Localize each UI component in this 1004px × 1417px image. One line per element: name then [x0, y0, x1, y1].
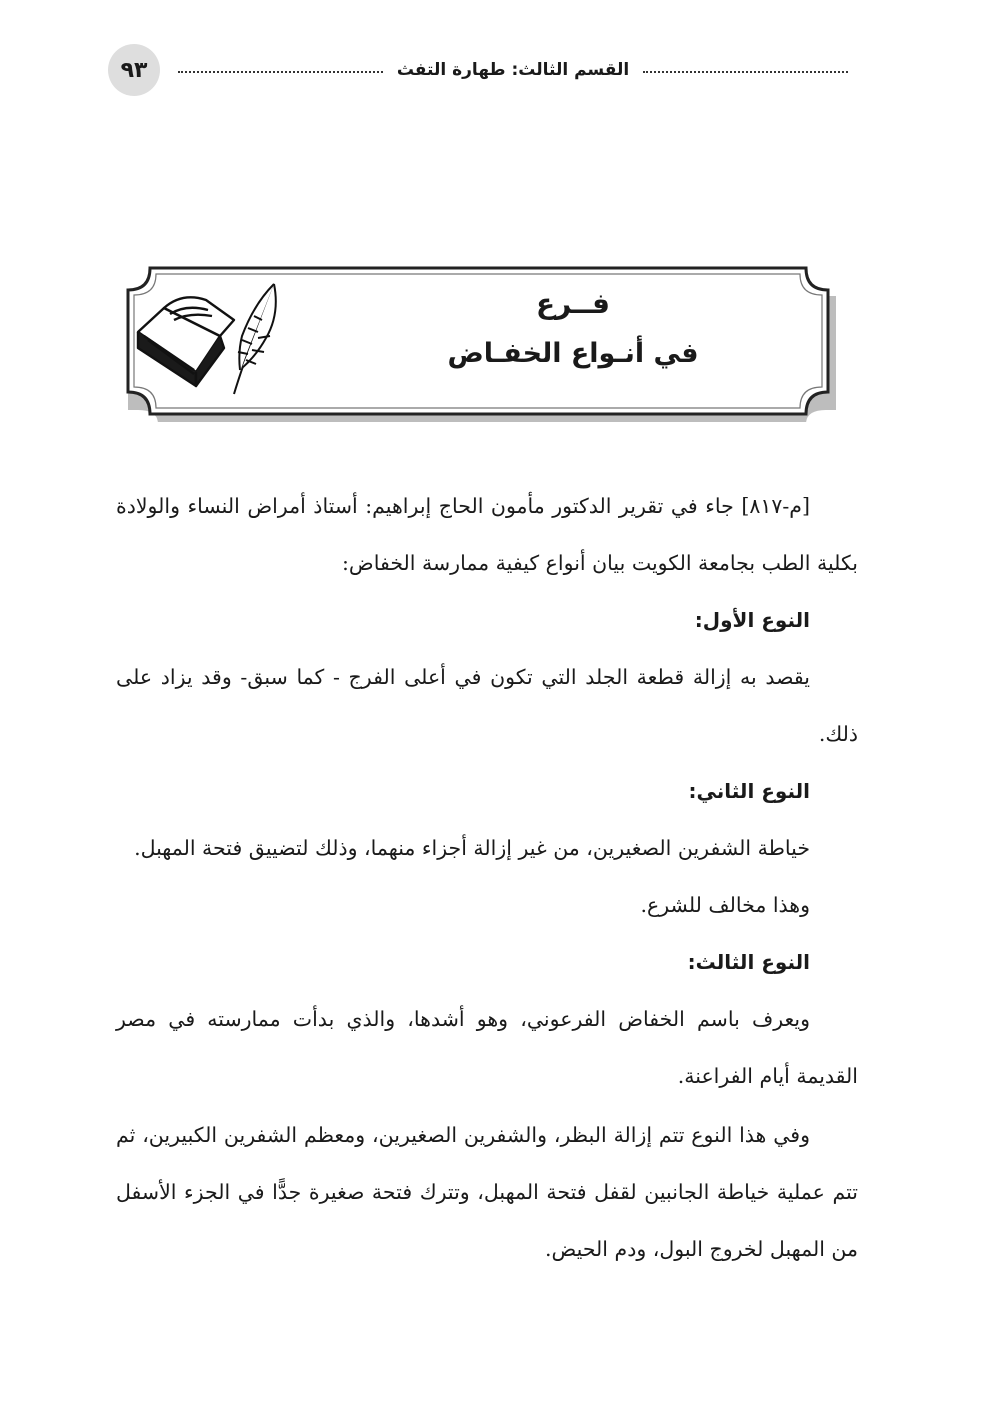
header-dotted-leader-right [643, 71, 848, 73]
type3-paragraph: ويعرف باسم الخفاض الفرعوني، وهو أشدها، والذي بدأت ممارسته في مصر القديمة أيام الفراعنة. [116, 1007, 858, 1088]
chapter-subtitle: في أنـواع الخفـاض [447, 338, 699, 369]
page-number: ٩٣ [108, 44, 160, 96]
chapter-titles [346, 284, 800, 376]
intro-paragraph: [م-٨١٧] جاء في تقرير الدكتور مأمون الحاج إبراهيم: أستاذ أمراض النساء والولادة بكلية الطب بجامعة الكويت بيان أنواع كيفية ممارسة الخفاض: [116, 494, 858, 575]
header-dotted-leader-left [178, 71, 383, 73]
type1-heading: النوع الأول: [694, 608, 810, 632]
type3-detail-paragraph: وفي هذا النوع تتم إزالة البظر، والشفرين الصغيرين، ومعظم الشفرين الكبيرين، ثم تتم عملية خياطة الجانبين لقفل فتحة المهبل، وتترك فتحة صغيرة جدًّا في الجزء الأسفل من المهبل لخروج البول، ودم الحيض. [116, 1123, 858, 1261]
chapter-frame [116, 262, 840, 422]
header-line [178, 58, 848, 82]
page-header [108, 44, 848, 96]
section-title: القسم الثالث: طهارة التفث [396, 60, 630, 80]
type1-paragraph: يقصد به إزالة قطعة الجلد التي تكون في أعلى الفرج - كما سبق- وقد يزاد على ذلك. [116, 665, 858, 746]
type2-heading: النوع الثاني: [688, 779, 810, 803]
chapter-label: فــرع [535, 287, 611, 320]
type3-heading: النوع الثالث: [687, 950, 810, 974]
type2-paragraph: خياطة الشفرين الصغيرين، من غير إزالة أجزاء منهما، وذلك لتضييق فتحة المهبل. [134, 836, 810, 860]
body-content [116, 478, 858, 1278]
type2-note: وهذا مخالف للشرع. [640, 893, 810, 917]
book-quill-icon [134, 274, 284, 404]
